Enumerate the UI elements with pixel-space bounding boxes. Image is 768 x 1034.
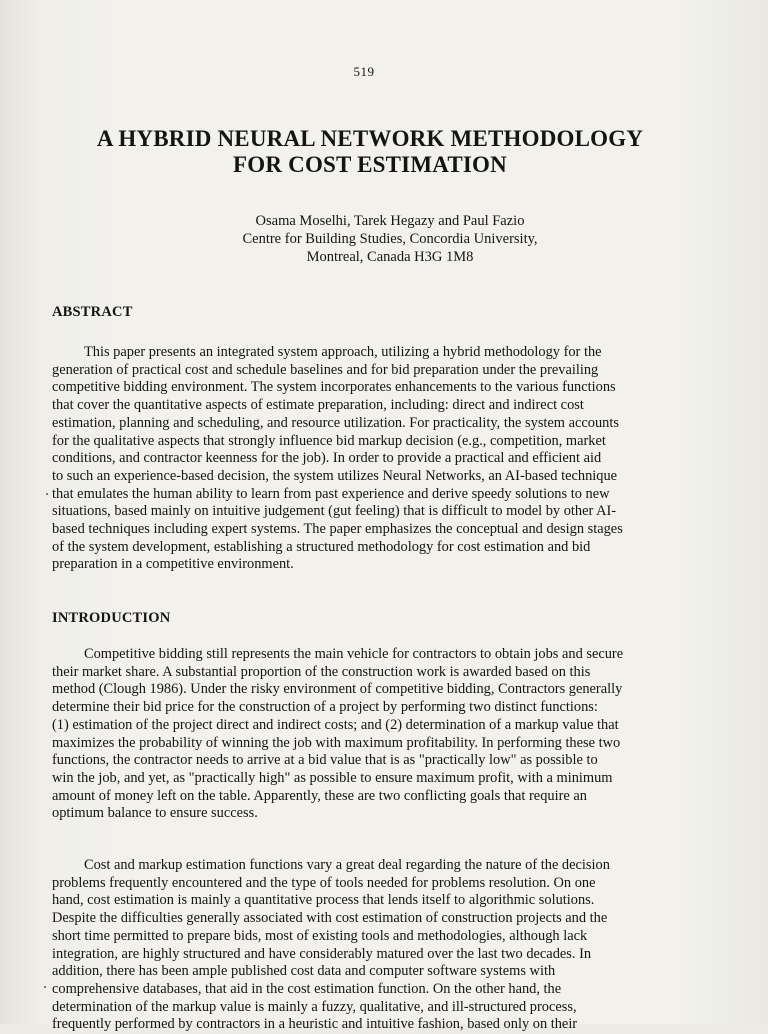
text-line: maximizes the probability of winning the job with maximum profitability. In performing these two	[52, 734, 621, 751]
title-line: FOR COST ESTIMATION	[233, 152, 507, 177]
introduction-heading: INTRODUCTION	[52, 610, 171, 626]
text-line: functions, the contractor needs to arrive at a bid value that is as "practically low" as possible to	[52, 752, 598, 769]
text-line: to such an experience-based decision, the system utilizes Neural Networks, an AI-based technique	[52, 467, 618, 484]
text-line: This paper presents an integrated system approach, utilizing a hybrid methodology for the	[84, 344, 602, 360]
introduction-paragraph-1	[52, 646, 685, 823]
author-address: Montreal, Canada H3G 1M8	[306, 249, 474, 265]
text-line: amount of money left on the table. Apparently, these are two conflicting goals that require an	[52, 787, 587, 804]
text-line: preparation in a competitive environment.	[52, 556, 294, 573]
text-line: problems frequently encountered and the type of tools needed for problems resolution. On one	[52, 874, 596, 891]
text-line: integration, are highly structured and have considerably matured over the last two decades. In	[52, 945, 592, 962]
page-number: 519	[353, 64, 375, 79]
text-line: situations, based mainly on intuitive judgement (gut feeling) that is difficult to model by other AI-	[52, 503, 617, 520]
abstract-paragraph	[52, 344, 685, 574]
text-line: conditions, and contractor keenness for the job). In order to provide a practical and efficient aid	[52, 450, 602, 467]
text-line: Despite the difficulties generally associated with cost estimation of construction projects and the	[52, 910, 608, 927]
text-line: frequently performed by contractors in a heuristic and intuitive fashion, based only on their	[52, 1016, 578, 1033]
text-line: generation of practical cost and schedule baselines and for bid preparation under the prevailing	[52, 361, 599, 378]
text-line: short time permitted to prepare bids, most of existing tools and methodologies, although lack	[52, 927, 588, 944]
paper-title	[60, 126, 680, 178]
author-names: Osama Moselhi, Tarek Hegazy and Paul Fazio	[255, 213, 525, 229]
introduction-paragraph-2	[52, 857, 685, 1034]
text-line: of the system development, establishing a structured methodology for cost estimation and bid	[52, 538, 591, 555]
text-line: Cost and markup estimation functions vary a great deal regarding the nature of the decision	[84, 857, 610, 873]
text-line: determination of the markup value is mainly a fuzzy, qualitative, and ill-structured process,	[52, 998, 577, 1015]
text-line: that emulates the human ability to learn from past experience and derive speedy solutions to new	[52, 485, 610, 502]
text-line: estimation, planning and scheduling, and resource utilization. For practicality, the system accounts	[52, 414, 619, 431]
author-block	[150, 212, 630, 266]
text-line: their market share. A substantial proportion of the construction work is awarded based on this	[52, 663, 591, 680]
author-affiliation: Centre for Building Studies, Concordia University,	[242, 231, 538, 247]
text-line: comprehensive databases, that aid in the cost estimation function. On the other hand, the	[52, 980, 562, 997]
text-line: determine their bid price for the construction of a project by performing two distinct functions:	[52, 699, 598, 716]
text-line: addition, there has been ample published cost data and computer software systems with	[52, 963, 556, 980]
text-line: for the qualitative aspects that strongly influence bid markup decision (e.g., competition, market	[52, 432, 606, 449]
text-line: hand, cost estimation is mainly a quantitative process that lends itself to algorithmic solutions.	[52, 892, 595, 909]
text-line: optimum balance to ensure success.	[52, 805, 258, 822]
text-line: win the job, and yet, as "practically high" as possible to ensure maximum profit, with a minimum	[52, 769, 613, 786]
abstract-heading: ABSTRACT	[52, 304, 133, 320]
text-line: (1) estimation of the project direct and indirect costs; and (2) determination of a markup value that	[52, 716, 619, 733]
text-line: based techniques including expert systems. The paper emphasizes the conceptual and design stages	[52, 521, 623, 538]
text-line: competitive bidding environment. The system incorporates enhancements to the various functions	[52, 379, 616, 396]
text-line: method (Clough 1986). Under the risky environment of competitive bidding, Contractors generally	[52, 681, 623, 698]
title-line: A HYBRID NEURAL NETWORK METHODOLOGY	[96, 126, 644, 151]
text-line: that cover the quantitative aspects of estimate preparation, including: direct and indirect cost	[52, 397, 584, 414]
scan-speck	[44, 986, 46, 988]
scan-speck	[46, 493, 48, 495]
text-line: Competitive bidding still represents the main vehicle for contractors to obtain jobs and secure	[84, 646, 624, 662]
